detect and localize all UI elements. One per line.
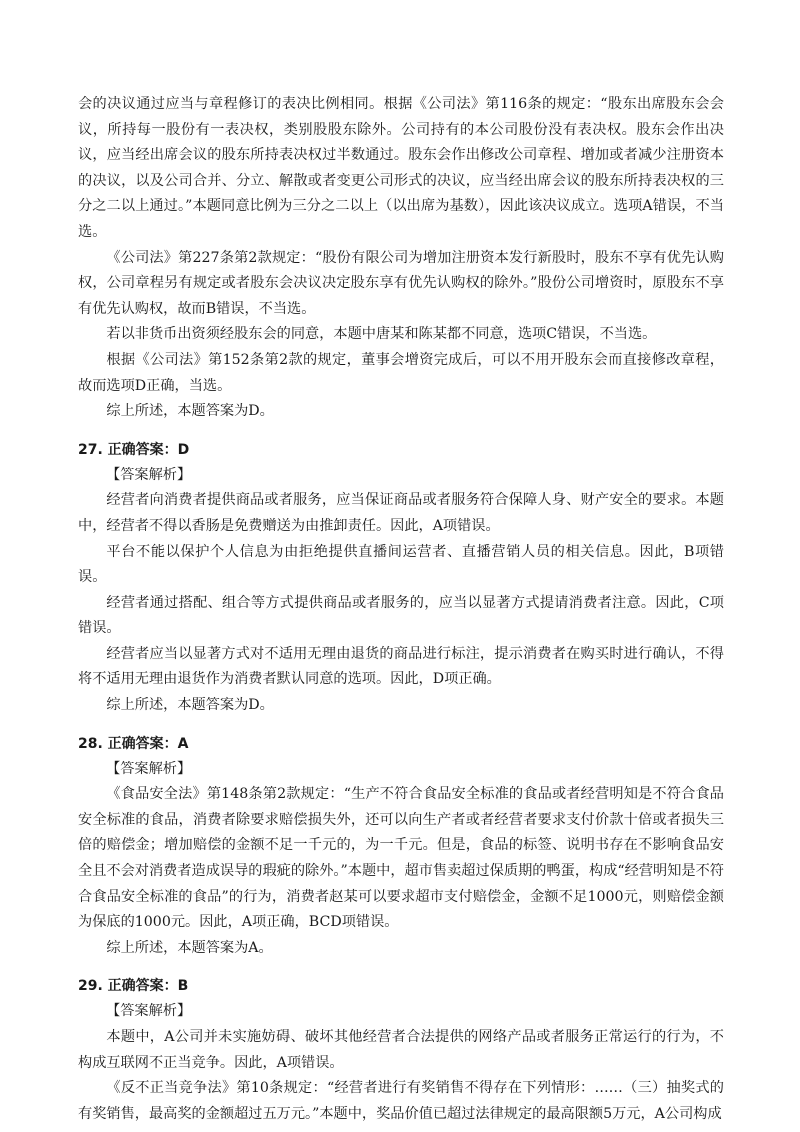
answer-heading: 28. 正确答案：A [78, 735, 189, 752]
intro-section [78, 92, 724, 425]
analysis-paragraph: 经营者向消费者提供商品或者服务，应当保证商品或者服务符合保障人身、财产安全的要求。本题中，经营者不得以香肠是免费赠送为由推卸责任。因此，A项错误。 [78, 492, 724, 534]
analysis-label: 【答案解析】 [106, 1003, 192, 1020]
intro-paragraph: 《公司法》第227条第2款规定：“股份有限公司为增加注册资本发行新股时，股东不享有优先认购权，公司章程另有规定或者股东会决议决定股东享有优先认购权的除外。”股份公司增资时，原股东不享有优先认购权，故而B错误，不当选。 [78, 249, 724, 317]
analysis-label: 【答案解析】 [106, 760, 192, 777]
analysis-paragraph: 经营者应当以显著方式对不适用无理由退货的商品进行标注，提示消费者在购买时进行确认，不得将不适用无理由退货作为消费者默认同意的选项。因此，D项正确。 [78, 645, 724, 688]
intro-paragraph: 根据《公司法》第152条第2款的规定，董事会增资完成后，可以不用开股东会而直接修改章程，故而选项D正确，当选。 [78, 351, 724, 394]
analysis-paragraph: 平台不能以保护个人信息为由拒绝提供直播间运营者、直播营销人员的相关信息。因此，B项错误。 [78, 543, 724, 586]
analysis-conclusion: 综上所述，本题答案为A。 [106, 939, 273, 956]
document-page [78, 92, 724, 1127]
analysis-paragraph: 经营者通过搭配、组合等方式提供商品或者服务的，应当以显著方式提请消费者注意。因此，C项错误。 [78, 594, 724, 637]
question-29 [78, 973, 724, 1127]
intro-paragraph: 若以非货币出资须经股东会的同意，本题中唐某和陈某都不同意，选项C错误，不当选。 [106, 326, 657, 343]
question-27 [78, 437, 724, 719]
question-28 [78, 731, 724, 962]
analysis-paragraph: 本题中，A公司并未实施妨碍、破坏其他经营者合法提供的网络产品或者服务正常运行的行为，不构成互联网不正当竞争。因此，A项错误。 [78, 1029, 724, 1071]
intro-conclusion: 综上所述，本题答案为D。 [106, 403, 274, 420]
intro-paragraph: 会的决议通过应当与章程修订的表决比例相同。根据《公司法》第116条的规定：“股东出席股东会会议，所持每一股份有一表决权，类别股股东除外。公司持有的本公司股份没有表决权。股东会作出决议，应当经出席会议的股东所持表决权过半数通过。股东会作出修改公司章程、增加或者减少注册资本的决议，以及公司合并、分立、解散或者变更公司形式的决议，应当经出席会议的股东所持表决权的三分之二以上通过。”本题同意比例为三分之二以上（以出席为基数），因此该决议成立。选项A错误，不当选。 [78, 96, 724, 240]
analysis-paragraph: 《食品安全法》第148条第2款规定：“生产不符合食品安全标准的食品或者经营明知是不符合食品安全标准的食品，消费者除要求赔偿损失外，还可以向生产者或者经营者要求支付价款十倍或者损失三倍的赔偿金；增加赔偿的金额不足一千元的，为一千元。但是，食品的标签、说明书存在不影响食品安全且不会对消费者造成误导的瑕疵的除外。”本题中，超市售卖超过保质期的鸭蛋，构成“经营明知是不符合食品安全标准的食品”的行为，消费者赵某可以要求超市支付赔偿金，金额不足1000元，则赔偿金额为保底的1000元。因此，A项正确，BCD项错误。 [78, 786, 724, 931]
analysis-label: 【答案解析】 [106, 466, 192, 483]
answer-heading: 27. 正确答案：D [78, 441, 190, 458]
analysis-conclusion: 综上所述，本题答案为D。 [106, 697, 274, 714]
answer-heading: 29. 正确答案：B [78, 978, 189, 995]
analysis-paragraph: 《反不正当竞争法》第10条规定：“经营者进行有奖销售不得存在下列情形：……（三）抽奖式的有奖销售，最高奖的金额超过五万元。”本题中，奖品价值已超过法律规定的最高限额5万元，A公司构成 [78, 1080, 724, 1122]
